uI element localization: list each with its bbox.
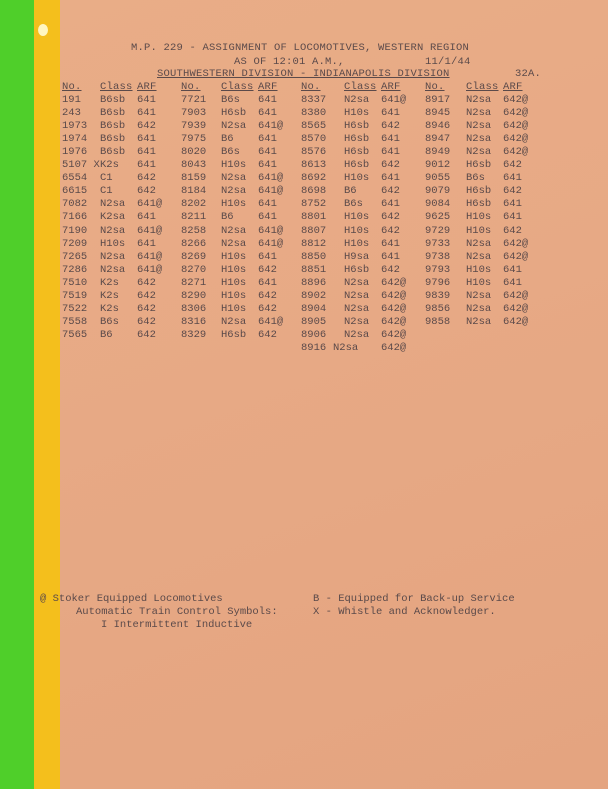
loco-arf: 641@ xyxy=(258,120,284,133)
as-of-line: AS OF 12:01 A.M., xyxy=(234,56,345,68)
loco-arf: 641 xyxy=(137,107,156,120)
loco-number: 8947 xyxy=(425,133,451,146)
loco-arf: 641 xyxy=(258,146,277,159)
header-arf-4: ARF xyxy=(503,81,523,93)
table-row xyxy=(0,146,608,159)
loco-arf: 641@ xyxy=(137,224,163,237)
loco-class: H6sb xyxy=(344,146,370,159)
loco-arf: 641 xyxy=(381,172,400,185)
loco-arf: 641 xyxy=(503,198,522,211)
loco-class: N2sa xyxy=(344,94,370,106)
loco-class: N2sa xyxy=(221,237,247,250)
loco-number: 8290 xyxy=(181,289,207,302)
loco-class: N2sa xyxy=(466,302,492,315)
loco-number: 7939 xyxy=(181,120,207,133)
loco-arf: 641 xyxy=(137,159,156,172)
loco-number: 8906 xyxy=(301,328,327,341)
loco-class: N2sa xyxy=(344,328,370,341)
loco-arf: 642 xyxy=(503,224,522,237)
loco-number: 7558 xyxy=(62,315,88,328)
loco-number: 8271 xyxy=(181,276,207,289)
loco-class: H6sb xyxy=(221,328,247,341)
loco-number: 9738 xyxy=(425,250,451,263)
loco-number: 7265 xyxy=(62,250,88,263)
loco-class: H10s xyxy=(221,263,247,276)
loco-number: 7903 xyxy=(181,107,207,120)
loco-arf: 641 xyxy=(381,250,400,263)
loco-class: N2sa xyxy=(221,185,247,198)
loco-number: 5107 X xyxy=(62,159,100,172)
loco-class: N2sa xyxy=(100,224,126,237)
loco-number: 8945 xyxy=(425,107,451,120)
loco-arf: 641@ xyxy=(137,250,163,263)
loco-arf: 641 xyxy=(258,211,277,224)
loco-arf: 642 xyxy=(137,289,156,302)
loco-arf: 642 xyxy=(258,302,277,315)
loco-number: 7519 xyxy=(62,289,88,302)
loco-arf: 642 xyxy=(381,263,400,276)
loco-class: N2sa xyxy=(466,289,492,302)
header-no-3: No. xyxy=(301,81,321,93)
loco-arf: 642@ xyxy=(503,302,529,315)
table-row xyxy=(0,303,608,316)
loco-class: H10s xyxy=(466,211,492,224)
header-class-2: Class xyxy=(221,81,254,93)
loco-class: N2sa xyxy=(221,224,247,237)
header-no-2: No. xyxy=(181,81,201,93)
loco-arf: 642 xyxy=(137,172,156,185)
loco-class: N2sa xyxy=(221,315,247,328)
loco-arf: 642@ xyxy=(503,133,529,146)
loco-arf: 641 xyxy=(258,107,277,120)
loco-arf: 641 xyxy=(258,94,277,106)
loco-number: 7166 xyxy=(62,211,88,224)
loco-number: 9084 xyxy=(425,198,451,211)
loco-number: 8211 xyxy=(181,211,207,224)
loco-number: 8896 xyxy=(301,276,327,289)
loco-class: N2sa xyxy=(466,107,492,120)
loco-class: H10s xyxy=(221,250,247,263)
loco-arf: 642@ xyxy=(503,237,529,250)
loco-number: 8850 xyxy=(301,250,327,263)
loco-arf: 641 xyxy=(503,276,522,289)
loco-class: N2sa xyxy=(100,198,126,211)
loco-class: N2sa xyxy=(344,289,370,302)
header-arf-1: ARF xyxy=(137,81,157,93)
loco-number: 9012 xyxy=(425,159,451,172)
loco-arf: 641 xyxy=(137,211,156,224)
loco-number: 8329 xyxy=(181,328,207,341)
loco-number: 8270 xyxy=(181,263,207,276)
loco-number: 8202 xyxy=(181,198,207,211)
loco-number: 8698 xyxy=(301,185,327,198)
loco-arf: 642@ xyxy=(381,276,407,289)
loco-class: B6s xyxy=(466,172,485,185)
loco-arf: 641 xyxy=(503,172,522,185)
loco-class: H6sb xyxy=(344,263,370,276)
table-row xyxy=(0,277,608,290)
backup-legend: B - Equipped for Back-up Service xyxy=(313,593,515,605)
loco-class: H6sb xyxy=(344,120,370,133)
table-row xyxy=(0,211,608,224)
stoker-legend: @ Stoker Equipped Locomotives xyxy=(40,593,223,605)
loco-arf: 642 xyxy=(258,263,277,276)
loco-class: H6sb xyxy=(466,198,492,211)
loco-class: H10s xyxy=(344,211,370,224)
loco-class: B6s xyxy=(100,315,119,328)
loco-number: 8316 xyxy=(181,315,207,328)
loco-class: N2sa xyxy=(466,146,492,159)
loco-class: B6sb xyxy=(100,120,126,133)
loco-arf: 642@ xyxy=(503,107,529,120)
loco-number: 7190 xyxy=(62,224,88,237)
loco-number: 8949 xyxy=(425,146,451,159)
table-row xyxy=(0,120,608,133)
loco-arf: 641@ xyxy=(137,198,163,211)
document-title: M.P. 229 - ASSIGNMENT OF LOCOMOTIVES, WESTERN REGION xyxy=(131,42,470,54)
loco-number: 7721 xyxy=(181,94,207,106)
loco-class: B6 xyxy=(344,185,357,198)
loco-number: 7975 xyxy=(181,133,207,146)
loco-arf: 642@ xyxy=(503,146,529,159)
loco-arf: 641 xyxy=(381,198,400,211)
punch-hole xyxy=(38,24,48,36)
loco-class: N2sa xyxy=(344,276,370,289)
loco-number: 8613 xyxy=(301,159,327,172)
header-no-1: No. xyxy=(62,81,82,93)
table-row xyxy=(0,94,608,107)
loco-arf: 642@ xyxy=(503,120,529,133)
loco-class: H10s xyxy=(221,302,247,315)
loco-arf: 642 xyxy=(381,159,400,172)
loco-number: 1976 xyxy=(62,146,88,159)
loco-number: 8812 xyxy=(301,237,327,250)
loco-class: H6sb xyxy=(221,107,247,120)
document-date: 11/1/44 xyxy=(425,56,471,68)
loco-class: H10s xyxy=(221,159,247,172)
loco-number: 8692 xyxy=(301,172,327,185)
loco-arf: 642 xyxy=(137,120,156,133)
table-row xyxy=(0,185,608,198)
loco-number: 7510 xyxy=(62,276,88,289)
loco-number: 9625 xyxy=(425,211,451,224)
loco-number: 191 xyxy=(62,94,81,106)
loco-arf: 642@ xyxy=(503,289,529,302)
loco-class: K2s xyxy=(100,276,119,289)
header-arf-2: ARF xyxy=(258,81,278,93)
loco-number: 6615 xyxy=(62,185,88,198)
loco-arf: 642 xyxy=(381,185,400,198)
loco-arf: 642@ xyxy=(381,341,407,354)
loco-class: H6sb xyxy=(344,159,370,172)
loco-class: B6s xyxy=(221,146,240,159)
loco-arf: 641 xyxy=(137,133,156,146)
table-row xyxy=(0,238,608,251)
loco-class: B6 xyxy=(221,211,234,224)
loco-arf: 641 xyxy=(137,146,156,159)
loco-number: 8801 xyxy=(301,211,327,224)
loco-number: 7286 xyxy=(62,263,88,276)
loco-number: 7565 xyxy=(62,328,88,341)
loco-number: 9729 xyxy=(425,224,451,237)
page-number: 32A. xyxy=(515,68,542,80)
table-row xyxy=(0,133,608,146)
loco-class: K2s xyxy=(100,289,119,302)
loco-arf: 641 xyxy=(381,237,400,250)
loco-class: B6 xyxy=(100,328,113,341)
loco-class: H6sb xyxy=(466,159,492,172)
atc-intermittent-inductive: I Intermittent Inductive xyxy=(101,619,253,631)
loco-number: 9793 xyxy=(425,263,451,276)
loco-arf: 642 xyxy=(137,328,156,341)
loco-class: N2sa xyxy=(100,263,126,276)
loco-class: B6sb xyxy=(100,133,126,146)
loco-class: B6sb xyxy=(100,107,126,120)
loco-class: H10s xyxy=(344,237,370,250)
loco-arf: 641@ xyxy=(258,185,284,198)
loco-number: 6554 xyxy=(62,172,88,185)
loco-arf: 641 xyxy=(137,94,156,106)
table-row xyxy=(0,107,608,120)
loco-arf: 641 xyxy=(137,237,156,250)
loco-class: H6sb xyxy=(466,185,492,198)
loco-class: N2sa xyxy=(466,315,492,328)
loco-arf: 642 xyxy=(137,302,156,315)
division-heading: SOUTHWESTERN DIVISION - INDIANAPOLIS DIVISION xyxy=(157,68,450,80)
whistle-legend: X - Whistle and Acknowledger. xyxy=(313,606,496,618)
loco-arf: 641 xyxy=(258,159,277,172)
loco-class: H10s xyxy=(100,237,126,250)
header-class-3: Class xyxy=(344,81,377,93)
loco-number: 7082 xyxy=(62,198,88,211)
loco-arf: 641@ xyxy=(381,94,407,106)
table-row xyxy=(0,159,608,172)
loco-number: 8184 xyxy=(181,185,207,198)
loco-arf: 642 xyxy=(381,224,400,237)
loco-arf: 641 xyxy=(258,133,277,146)
header-class-4: Class xyxy=(466,81,499,93)
loco-number: 8565 xyxy=(301,120,327,133)
loco-number: 8851 xyxy=(301,263,327,276)
loco-arf: 642@ xyxy=(503,94,529,106)
loco-number: 8020 xyxy=(181,146,207,159)
loco-number: 1974 xyxy=(62,133,88,146)
loco-class: H10s xyxy=(221,289,247,302)
loco-number: 9856 xyxy=(425,302,451,315)
loco-number: 7209 xyxy=(62,237,88,250)
loco-class: B6s xyxy=(221,94,240,106)
loco-arf: 641 xyxy=(258,198,277,211)
loco-arf: 642 xyxy=(137,276,156,289)
loco-number: 8917 xyxy=(425,94,451,106)
loco-arf: 641 xyxy=(381,146,400,159)
loco-number: 8916 xyxy=(301,341,327,354)
loco-arf: 641 xyxy=(258,250,277,263)
table-row xyxy=(0,225,608,238)
loco-class: H10s xyxy=(466,224,492,237)
loco-class: B6sb xyxy=(100,146,126,159)
loco-number: 8337 xyxy=(301,94,327,106)
loco-class: H9sa xyxy=(344,250,370,263)
loco-class: H10s xyxy=(344,107,370,120)
loco-arf: 642 xyxy=(137,315,156,328)
loco-class: N2sa xyxy=(333,341,359,354)
loco-number: 8159 xyxy=(181,172,207,185)
loco-class: N2sa xyxy=(344,315,370,328)
loco-arf: 641@ xyxy=(258,237,284,250)
loco-number: 9733 xyxy=(425,237,451,250)
loco-class: N2sa xyxy=(221,120,247,133)
table-row xyxy=(0,290,608,303)
loco-number: 7522 xyxy=(62,302,88,315)
loco-arf: 641 xyxy=(258,276,277,289)
loco-number: 9858 xyxy=(425,315,451,328)
loco-class: B6 xyxy=(221,133,234,146)
table-row xyxy=(0,264,608,277)
loco-class: N2sa xyxy=(466,94,492,106)
loco-number: 1973 xyxy=(62,120,88,133)
loco-number: 8807 xyxy=(301,224,327,237)
loco-number: 8905 xyxy=(301,315,327,328)
table-row xyxy=(0,316,608,329)
loco-arf: 642@ xyxy=(381,289,407,302)
loco-arf: 641@ xyxy=(258,224,284,237)
loco-class: H6sb xyxy=(344,133,370,146)
loco-class: N2sa xyxy=(466,250,492,263)
table-row xyxy=(0,172,608,185)
loco-class: H10s xyxy=(466,276,492,289)
loco-number: 8902 xyxy=(301,289,327,302)
header-class-1: Class xyxy=(100,81,133,93)
loco-arf: 642@ xyxy=(503,315,529,328)
loco-arf: 642 xyxy=(381,211,400,224)
loco-arf: 641 xyxy=(503,211,522,224)
loco-class: H10s xyxy=(344,172,370,185)
loco-number: 8752 xyxy=(301,198,327,211)
loco-arf: 641@ xyxy=(258,172,284,185)
loco-number: 9839 xyxy=(425,289,451,302)
loco-class: N2sa xyxy=(466,133,492,146)
loco-class: K2s xyxy=(100,159,119,172)
loco-class: H10s xyxy=(221,276,247,289)
loco-class: K2s xyxy=(100,302,119,315)
loco-arf: 641 xyxy=(381,133,400,146)
loco-arf: 641 xyxy=(381,107,400,120)
loco-class: K2sa xyxy=(100,211,126,224)
loco-arf: 642 xyxy=(258,289,277,302)
loco-class: C1 xyxy=(100,185,113,198)
loco-arf: 642@ xyxy=(381,328,407,341)
loco-number: 8266 xyxy=(181,237,207,250)
table-row xyxy=(0,251,608,264)
loco-number: 9055 xyxy=(425,172,451,185)
loco-number: 8306 xyxy=(181,302,207,315)
loco-class: H10s xyxy=(466,263,492,276)
atc-symbols-title: Automatic Train Control Symbols: xyxy=(76,606,278,618)
loco-arf: 642 xyxy=(503,159,522,172)
loco-arf: 641@ xyxy=(258,315,284,328)
loco-number: 9079 xyxy=(425,185,451,198)
loco-class: B6s xyxy=(344,198,363,211)
loco-number: 8904 xyxy=(301,302,327,315)
loco-class: C1 xyxy=(100,172,113,185)
loco-arf: 642@ xyxy=(381,302,407,315)
loco-class: B6sb xyxy=(100,94,126,106)
loco-arf: 642 xyxy=(503,185,522,198)
loco-number: 8269 xyxy=(181,250,207,263)
loco-class: N2sa xyxy=(466,120,492,133)
loco-number: 8576 xyxy=(301,146,327,159)
loco-class: H10s xyxy=(344,224,370,237)
loco-arf: 642 xyxy=(137,185,156,198)
loco-class: N2sa xyxy=(466,237,492,250)
header-no-4: No. xyxy=(425,81,445,93)
loco-number: 8258 xyxy=(181,224,207,237)
loco-class: H10s xyxy=(221,198,247,211)
loco-number: 243 xyxy=(62,107,81,120)
loco-number: 8380 xyxy=(301,107,327,120)
table-row xyxy=(0,329,608,342)
loco-arf: 641@ xyxy=(137,263,163,276)
loco-arf: 641 xyxy=(503,263,522,276)
loco-number: 9796 xyxy=(425,276,451,289)
loco-arf: 642@ xyxy=(381,315,407,328)
loco-class: N2sa xyxy=(344,302,370,315)
table-row xyxy=(0,198,608,211)
loco-number: 8946 xyxy=(425,120,451,133)
loco-number: 8570 xyxy=(301,133,327,146)
loco-arf: 642@ xyxy=(503,250,529,263)
loco-class: N2sa xyxy=(221,172,247,185)
loco-number: 8043 xyxy=(181,159,207,172)
loco-arf: 642 xyxy=(381,120,400,133)
loco-arf: 642 xyxy=(258,328,277,341)
header-arf-3: ARF xyxy=(381,81,401,93)
table-row xyxy=(0,342,608,355)
loco-class: N2sa xyxy=(100,250,126,263)
